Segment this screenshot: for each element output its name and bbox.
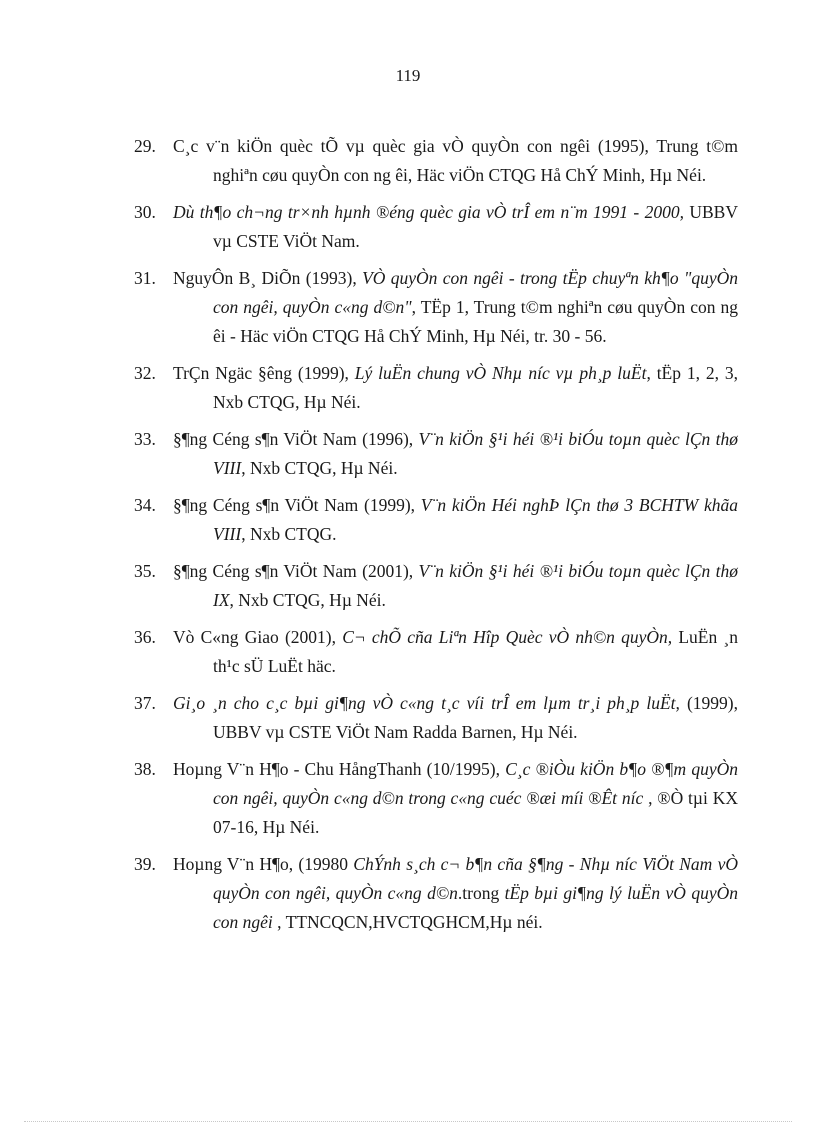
reference-segment: , TTNCQCN,HVCTQGHCM,Hµ néi. <box>272 912 543 932</box>
reference-text <box>173 623 738 681</box>
reference-item <box>0 689 816 747</box>
reference-title: C¬ chÕ cña Liªn Hîp Quèc vÒ nh©n quyÒn, <box>342 627 673 647</box>
reference-text <box>173 755 738 842</box>
reference-segment: , TËp 1, Trung t©m nghiªn cøu quyÒn con ng êi - Häc viÖn CTQG Hå ChÝ Minh, Hµ Néi, tr. 30 - 56. <box>213 297 738 346</box>
reference-item <box>0 557 816 615</box>
reference-item <box>0 755 816 842</box>
reference-text <box>173 425 738 483</box>
reference-number: 29. <box>134 136 156 156</box>
reference-number: 36. <box>134 627 156 647</box>
reference-list <box>0 132 816 945</box>
reference-item <box>0 198 816 256</box>
reference-text <box>173 359 738 417</box>
reference-segment: Vò C«ng Giao (2001), <box>173 627 343 647</box>
reference-segment: §¶ng Céng s¶n ViÖt Nam (1999), <box>173 495 421 515</box>
reference-text <box>173 850 738 937</box>
reference-segment: Hoµng V¨n H¶o - Chu HångThanh (10/1995), <box>173 759 506 779</box>
reference-segment: , Nxb CTQG. <box>241 524 337 544</box>
reference-segment: , Nxb CTQG, Hµ Néi. <box>241 458 398 478</box>
reference-segment: C¸c v¨n kiÖn quèc tÕ vµ quèc gia vÒ quyÒn con ngêi (1995), Trung t©m nghiªn cøu quyÒn con ng êi, Häc viÖn CTQG Hå ChÝ Minh, Hµ Néi. <box>173 136 738 185</box>
reference-title: ChÝnh s¸ch c¬ b¶n cña §¶ng - Nhµ níc ViÖt Nam vÒ quyÒn con ngêi, quyÒn c«ng d©n <box>213 854 738 903</box>
reference-item <box>0 264 816 351</box>
reference-text <box>173 132 738 190</box>
reference-segment: §¶ng Céng s¶n ViÖt Nam (1996), <box>173 429 419 449</box>
reference-title: C¸c ®iÒu kiÖn b¶o ®¶m quyÒn con ngêi, quyÒn c«ng d©n trong c«ng cuéc ®æi míi ®Êt níc <box>213 759 738 808</box>
reference-segment: , ®Ò tµi KX 07-16, Hµ Néi. <box>213 788 738 837</box>
reference-segment: LuËn ¸n th¹c sÜ LuËt häc. <box>213 627 739 676</box>
reference-item <box>0 359 816 417</box>
reference-title: V¨n kiÖn Héi nghÞ lÇn thø 3 BCHTW khãa VIII <box>213 495 739 544</box>
reference-segment: (1999), UBBV vµ CSTE ViÖt Nam Radda Barnen, Hµ Néi. <box>213 693 738 742</box>
reference-title: V¨n kiÖn §¹i héi ®¹i biÓu toµn quèc lÇn thø VIII <box>213 429 738 478</box>
reference-text <box>173 689 738 747</box>
reference-item <box>0 623 816 681</box>
page-bottom-rule <box>24 1121 792 1122</box>
reference-segment: NguyÔn B¸ DiÕn (1993), <box>173 268 363 288</box>
reference-number: 30. <box>134 202 156 222</box>
page-number: 119 <box>395 66 421 85</box>
reference-segment: .trong <box>457 883 505 903</box>
reference-number: 32. <box>134 363 156 383</box>
reference-segment: , Nxb CTQG, Hµ Néi. <box>229 590 386 610</box>
reference-item <box>0 850 816 937</box>
reference-text <box>173 198 738 256</box>
reference-number: 35. <box>134 561 156 581</box>
reference-item <box>0 425 816 483</box>
reference-text <box>173 557 738 615</box>
reference-title: VÒ quyÒn con ngêi - trong tËp chuyªn kh¶o "quyÒn con ngêi, quyÒn c«ng d©n" <box>213 268 738 317</box>
reference-text <box>173 264 738 351</box>
reference-number: 39. <box>134 854 156 874</box>
reference-segment: UBBV vµ CSTE ViÖt Nam. <box>213 202 738 251</box>
reference-number: 34. <box>134 495 156 515</box>
reference-number: 31. <box>134 268 156 288</box>
reference-segment: TrÇn Ngäc §êng (1999), <box>173 363 355 383</box>
reference-number: 38. <box>134 759 156 779</box>
reference-number: 33. <box>134 429 156 449</box>
reference-item <box>0 132 816 190</box>
reference-title: Gi¸o ¸n cho c¸c bµi gi¶ng vÒ c«ng t¸c víi trÎ em lµm tr¸i ph¸p luËt, <box>173 693 680 713</box>
reference-segment: §¶ng Céng s¶n ViÖt Nam (2001), <box>173 561 419 581</box>
reference-number: 37. <box>134 693 156 713</box>
reference-item <box>0 491 816 549</box>
reference-title: tËp bµi gi¶ng lý luËn vÒ quyÒn con ngêi <box>213 883 738 932</box>
reference-title: Dù th¶o ch¬ng tr×nh hµnh ®éng quèc gia vÒ trÎ em n¨m 1991 - 2000, <box>173 202 684 222</box>
reference-title: Lý luËn chung vÒ Nhµ níc vµ ph¸p luËt <box>354 363 647 383</box>
reference-title: V¨n kiÖn §¹i héi ®¹i biÓu toµn quèc lÇn thø IX <box>213 561 738 610</box>
reference-segment: , tËp 1, 2, 3, Nxb CTQG, Hµ Néi. <box>213 363 738 412</box>
reference-text <box>173 491 738 549</box>
reference-segment: Hoµng V¨n H¶o, (19980 <box>173 854 354 874</box>
